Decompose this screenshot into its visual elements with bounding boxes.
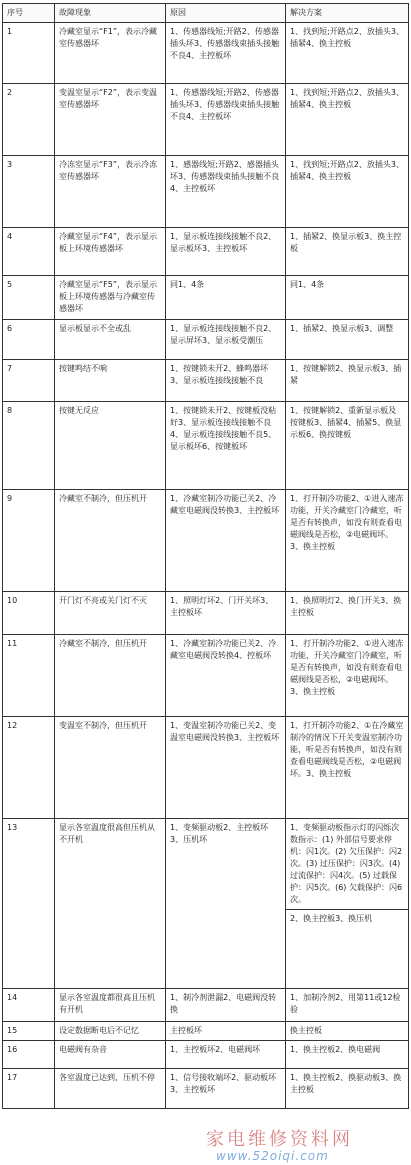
cell-symptom: 开门灯不亮或关门灯不灭 bbox=[55, 592, 166, 635]
cell-cause: 1、传感器线短;开路2、传感器插头坏3、传感器线束插头接触不良4、主控板坏 bbox=[166, 84, 286, 156]
cell-solution: 换主控板 bbox=[286, 1022, 409, 1041]
table-row bbox=[3, 402, 409, 490]
cell-cause: 1、信号接收端坏2、驱动板坏3、主控板坏 bbox=[166, 1069, 286, 1109]
cell-no: 15 bbox=[3, 1022, 55, 1041]
cell-solution: 1、加制冷剂2、用第11或12检验 bbox=[286, 989, 409, 1022]
fault-table bbox=[2, 3, 409, 1109]
cell-cause: 1、变频驱动板2、主控板坏3、压机坏 bbox=[166, 819, 286, 989]
watermark-logo bbox=[206, 1130, 406, 1164]
cell-symptom: 各室温度已达到，压机不停 bbox=[55, 1069, 166, 1109]
cell-symptom: 显示各室温度很高但压机从不开机 bbox=[55, 819, 166, 989]
cell-cause: 1、显示板连接线接触不良2、显示屏坏3、显示板受潮压 bbox=[166, 320, 286, 360]
header-symptom: 故障现象 bbox=[55, 4, 166, 23]
cell-cause: 1、显示板连接线接触不良2、显示板坏3、主控板坏 bbox=[166, 228, 286, 276]
solution-part-2: 2、换主控板3、换压机 bbox=[286, 909, 408, 928]
watermark-text: 家电维修资料网 bbox=[206, 1129, 353, 1150]
cell-cause: 1、传感器线短;开路2、传感器插头坏3、传感器线束插头接触不良4、主控板坏 bbox=[166, 23, 286, 84]
cell-no: 16 bbox=[3, 1041, 55, 1069]
cell-solution: 1、按键解锁2、重新显示板及按键板3、插紧4、插紧5、换显示板6、换按键板 bbox=[286, 402, 409, 490]
cell-symptom: 变温室不制冷，但压机开 bbox=[55, 717, 166, 819]
cell-cause: 1、照明灯坏2、门开关坏3、主控板坏 bbox=[166, 592, 286, 635]
cell-symptom: 变温室显示“F2”，表示变温室传感器坏 bbox=[55, 84, 166, 156]
watermark-url: www.52oiqi.com bbox=[216, 1149, 329, 1163]
cell-solution: 1、打开制冷功能2、①进入速冻功能，开关冷藏室门冷藏室，听是否有转换声，如没有则查看电磁阀线是否松，②电磁阀坏。3、换主控板 bbox=[286, 635, 409, 717]
table-row bbox=[3, 819, 409, 989]
cell-no: 7 bbox=[3, 360, 55, 402]
cell-solution: 1、插紧2、换显示板3、换主控板 bbox=[286, 228, 409, 276]
cell-solution: 1、按键解锁2、换显示板3、插紧 bbox=[286, 360, 409, 402]
cell-symptom: 冷藏室显示“F5”，表示显示板上环境传感器与冷藏室传感器坏 bbox=[55, 276, 166, 320]
cell-symptom: 显示各室温度都很高且压机有开机 bbox=[55, 989, 166, 1022]
cell-no: 13 bbox=[3, 819, 55, 989]
cell-no: 1 bbox=[3, 23, 55, 84]
header-cause: 原因 bbox=[166, 4, 286, 23]
cell-cause: 主控板坏 bbox=[166, 1022, 286, 1041]
cell-no: 17 bbox=[3, 1069, 55, 1109]
cell-no: 9 bbox=[3, 490, 55, 592]
cell-solution: 1、换主控板2、换驱动板3、换主控板 bbox=[286, 1069, 409, 1109]
cell-cause: 1、冷藏室制冷功能已关2、冷藏室电磁阀没转换4、控板坏 bbox=[166, 635, 286, 717]
header-solution: 解决方案 bbox=[286, 4, 409, 23]
table-row bbox=[3, 23, 409, 84]
cell-solution: 1、换主控板2、换电磁阀 bbox=[286, 1041, 409, 1069]
cell-cause: 1、制冷剂泄漏2、电磁阀没转换 bbox=[166, 989, 286, 1022]
cell-symptom: 冷藏室不制冷，但压机开 bbox=[55, 635, 166, 717]
cell-solution: 1、插紧2、换显示板3、调整 bbox=[286, 320, 409, 360]
table-row bbox=[3, 276, 409, 320]
cell-no: 3 bbox=[3, 156, 55, 228]
table-row bbox=[3, 1041, 409, 1069]
cell-solution: 1、打开制冷功能2、①在冷藏室制冷的情况下开关变温室制冷功能，听是否有转换声，如没有则查看电磁阀线是否松，②电磁阀坏。3、换主控板 bbox=[286, 717, 409, 819]
cell-symptom: 冷藏室不制冷，但压机开 bbox=[55, 490, 166, 592]
cell-cause: 1、变温室制冷功能已关2、变温室电磁阀没转换3、主控板坏 bbox=[166, 717, 286, 819]
cell-symptom: 设定数据断电后不记忆 bbox=[55, 1022, 166, 1041]
cell-solution: 1、打开制冷功能2、①进入速冻功能，开关冷藏室门冷藏室，听是否有转换声，如没有则查看电磁阀线是否松，②电磁阀坏。3、换主控板 bbox=[286, 490, 409, 592]
cell-no: 12 bbox=[3, 717, 55, 819]
cell-no: 5 bbox=[3, 276, 55, 320]
solution-part-1: 1、变频驱动板指示灯的闪烁次数指示：(1) 外部信号要求停机：闪1次。(2) 欠压保护：闪2次。(3) 过压保护：闪3次。(4) 过流保护：闪4次。(5) 过载保护：闪5次。(6) 欠载保护：闪6次。 bbox=[290, 823, 403, 904]
table-row bbox=[3, 320, 409, 360]
cell-symptom: 按键无反应 bbox=[55, 402, 166, 490]
cell-cause: 1、冷藏室制冷功能已关2、冷藏室电磁阀没转换3、主控板坏 bbox=[166, 490, 286, 592]
table-row bbox=[3, 989, 409, 1022]
cell-cause: 1、按键锁未开2、蜂鸣器坏3、显示板连接线接触不良 bbox=[166, 360, 286, 402]
cell-solution bbox=[286, 819, 409, 989]
cell-cause: 1、按键锁未开2、按键板没粘好3、显示板连接线接触不良4、显示板连接线接触不良5、显示板坏6、按键板坏 bbox=[166, 402, 286, 490]
table-row bbox=[3, 84, 409, 156]
cell-no: 14 bbox=[3, 989, 55, 1022]
cell-no: 11 bbox=[3, 635, 55, 717]
cell-symptom: 冷冻室显示“F3”，表示冷冻室传感器坏 bbox=[55, 156, 166, 228]
cell-solution: 1、找到短;开路点2、放插头3、插紧4、换主控板 bbox=[286, 84, 409, 156]
header-row bbox=[3, 4, 409, 23]
table-row bbox=[3, 228, 409, 276]
cell-no: 10 bbox=[3, 592, 55, 635]
cell-symptom: 显示板显示不全或乱 bbox=[55, 320, 166, 360]
cell-symptom: 冷藏室显示“F4”，表示显示板上环境传感器坏 bbox=[55, 228, 166, 276]
cell-no: 8 bbox=[3, 402, 55, 490]
cell-cause: 1、感器线短;开路2、感器插头坏3、传感器线束插头接触不良4、主控板坏 bbox=[166, 156, 286, 228]
header-no: 序号 bbox=[3, 4, 55, 23]
table-row bbox=[3, 1022, 409, 1041]
cell-solution: 同1、4条 bbox=[286, 276, 409, 320]
table-row bbox=[3, 592, 409, 635]
cell-no: 2 bbox=[3, 84, 55, 156]
table-row bbox=[3, 635, 409, 717]
table-row bbox=[3, 1069, 409, 1109]
cell-symptom: 按键鸣结不响 bbox=[55, 360, 166, 402]
cell-cause: 1、主控板坏2、电磁阀坏 bbox=[166, 1041, 286, 1069]
table-row bbox=[3, 360, 409, 402]
cell-no: 4 bbox=[3, 228, 55, 276]
cell-cause: 同1、4条 bbox=[166, 276, 286, 320]
cell-solution: 1、找到短;开路点2、放插头3、插紧4、换主控板 bbox=[286, 23, 409, 84]
table-row bbox=[3, 490, 409, 592]
cell-symptom: 电磁阀有杂音 bbox=[55, 1041, 166, 1069]
cell-solution: 1、找到短;开路点2、放插头3、插紧4、换主控板 bbox=[286, 156, 409, 228]
table-row bbox=[3, 717, 409, 819]
cell-no: 6 bbox=[3, 320, 55, 360]
cell-solution: 1、换照明灯2、换门开关3、换主控板 bbox=[286, 592, 409, 635]
table-row bbox=[3, 156, 409, 228]
cell-symptom: 冷藏室显示“F1”，表示冷藏室传感器坏 bbox=[55, 23, 166, 84]
